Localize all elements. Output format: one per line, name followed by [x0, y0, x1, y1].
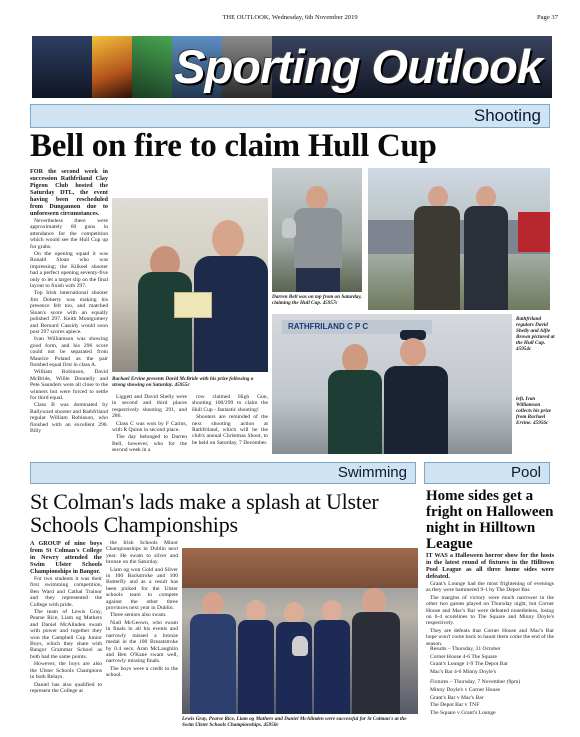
photo-envelope — [174, 292, 212, 318]
swimming-col1-paragraph: However, the boys are also the Ulster Schools Champions in both Relays. — [30, 661, 102, 681]
pool-headline: Home sides get a fright on Halloween night in Hilltown League — [426, 488, 554, 552]
swimming-headline: St Colman's lads make a splash at Ulster Schools Championships — [30, 489, 379, 537]
result-line: Mac's Bar 4-6 Minny Doyle's — [430, 668, 497, 675]
shooting-col2-paragraph: Class C was won by F Cairns, with R Quinn in second place. — [112, 420, 187, 434]
pool-paragraph: The margins of victory were much narrower in the other two games played on Thursday night, but Corner House and Mac's Bar were defeated nonetheless, losing on 6-4 scorelines to The Square and Minny Doyle's respectively. — [426, 594, 554, 627]
shooting-headline: Bell on fire to claim Hull Cup — [30, 128, 437, 164]
club-banner: RATHFRILAND C P C — [282, 320, 432, 334]
swimming-col2-paragraph: Three seniors also swam. — [110, 612, 167, 619]
photo-boy1-face — [246, 600, 266, 622]
pool-paragraph: They are defeats that Corner House and Mac's Bar hope won't come back to haunt them come the end of the season. — [426, 627, 554, 647]
shooting-col1-paragraph: On the opening squad it was Ronald Sloan who was impressing; the Kilkeel shooter had a perfect opening seventy-five only to let a target slip on the final layout to finish with 297. — [30, 251, 108, 290]
fixture-line: Minny Doyle's v Corner House — [430, 686, 500, 693]
caption-ivan-williamson: left, Ivan Williamson collects his prize from Rachael Ervine. 45956c — [516, 396, 552, 426]
photo-darren-face — [306, 186, 328, 210]
photo-man1-body — [414, 206, 460, 310]
photo-man4-face — [362, 588, 386, 614]
masthead-photo-strip-2 — [92, 36, 132, 98]
section-bar-swimming — [30, 462, 416, 484]
swimming-col1-paragraph: Daniel has also qualified to represent the College at — [30, 681, 102, 694]
shooting-col1-paragraph: Ivan Williamson was showing good form, and his 296 score could not be separated from Maurice Poland as the pair finished equal first in class A. — [30, 336, 108, 368]
photo-woman-body — [138, 272, 192, 372]
folio-page-number: Page 37 — [536, 14, 558, 21]
photo-man3-body — [384, 366, 448, 454]
masthead-banner — [32, 36, 552, 98]
photo-woman2-body — [328, 370, 382, 454]
photo-darren-hoodie — [294, 208, 342, 268]
result-line: Corner House 4-6 The Square — [430, 653, 498, 660]
swimming-col2-paragraph: The boys were a credit to the school. — [106, 665, 178, 679]
photo-darren-bell — [272, 168, 362, 292]
caption-shelly-brown: Rathfriland regulars David Shelly and Alfie Brown pictured at the Hull Cup. 45954c — [516, 316, 555, 352]
shooting-col1-lead: FOR the second week in succession Rathfriland Clay Pigeon Club hosted the Saturday DTL, the event having been rescheduled from Dungannon due to unforeseen circumstances. — [30, 168, 108, 217]
shooting-col3-paragraph: Shooters are reminded of the next shooting action at Rathfriland, which will be the club's annual Christmas Shoot, to be held on Saturday, 7 December. — [192, 414, 268, 446]
swimming-col2-paragraph: Niall McGeown, who swam in finals in all his events and narrowly missed a bronze medal in the 100 Breaststroke by 0.4 secs. Aran McLaughlin and Ben O'Kane swam well, narrowly missing finals. — [106, 619, 178, 665]
shooting-col2-paragraph: The day belonged to Darren Bell, however, who for the second week in a — [112, 434, 187, 454]
photo-man1-face — [428, 186, 448, 208]
results-title: Results – Thursday, 31 October — [430, 646, 501, 652]
photo-brick-building — [182, 548, 418, 588]
caption-main-photo: Rachael Ervine presents David McBride with his prize following a strong showing on Saturday. 45955c — [112, 376, 254, 388]
photo-darren-trousers — [296, 268, 340, 292]
pool-paragraph: Grant's Lounge had the most frightening of evenings as they were hammered 9-1 by The Depot Bar. — [426, 581, 554, 594]
photo-teacher-body — [190, 614, 236, 714]
photo-prize-presentation — [112, 198, 268, 372]
shooting-col1-paragraph: Class B was dominated by Ballyward shooter and Rathfriland regular William Robinson, who finished with an excellent 296. Billy — [30, 402, 108, 434]
swimming-col1-paragraph: The team of Lewis Gray, Pearse Rice, Liam og Mathers and Daniel McAlinden swam with power and together they won the Campbell Cup Junior Boys, which they share with Bangor Grammar School as both had the same points. — [30, 609, 102, 660]
photo-boy3-body — [314, 620, 350, 714]
masthead-title: Sporting Outlook — [174, 40, 542, 93]
masthead-photo-strip-1 — [32, 36, 92, 98]
photo-red-car — [518, 212, 550, 252]
caption-swim-team: Lewis Gray, Pearse Rice, Liam og Mathers and Daniel McAlinden were successful for St Colman's at the Swim Ulster Schools Championships. 45950c — [182, 716, 407, 728]
page-folio — [22, 14, 558, 26]
section-label-swimming: Swimming — [337, 464, 407, 481]
photo-boy2-face — [284, 602, 304, 624]
swimming-col1-paragraph: For two students it was their first swimming competition, Ben Ward and Cathal Trainor and they represented the College with pride. — [30, 576, 102, 608]
section-bar-pool — [424, 462, 550, 484]
photo-ivan-williamson — [272, 314, 512, 454]
section-bar-shooting — [30, 104, 550, 128]
photo-shelly-brown — [368, 168, 550, 310]
swimming-column-2 — [106, 540, 178, 680]
shooting-col3-paragraph: row claimed High Gun, shooting 100/299 to claim the Hull Cup - fantastic shooting! — [192, 394, 268, 413]
shooting-column-1 — [30, 168, 108, 435]
fixtures-title: Fixtures – Thursday, 7 November (9pm) — [430, 679, 521, 686]
fixture-line: Grant's Bar v Mac's Bar — [430, 694, 484, 701]
photo-man3-face — [400, 338, 426, 366]
fixture-line: The Square v Grant's Lounge — [430, 709, 496, 716]
photo-man2-face — [476, 186, 496, 208]
trophy-cup-icon — [282, 218, 296, 238]
swimming-column-1 — [30, 540, 102, 695]
swimming-col2-paragraph: Liam og won Gold and Silver in 100 Backstroke and 100 Butterfly and as a result has been picked for the Ulster schools team to compete against the other three provinces next year in Dublin. — [106, 566, 178, 612]
shooting-col1-paragraph: Top Irish international shooter Jim Doherty was making his presence felt too, and matched Sloan's score with an equally polished 297. Keith Montgomery and Bernard Cassidy would soon post 297 scores apiece. — [30, 290, 108, 335]
photo-teacher-face — [202, 592, 224, 616]
photo-man4-body — [352, 612, 400, 714]
pool-lead: IT WAS a Halloween horror show for the hosts in the latest round of fixtures in the Hilltown Pool League as all three home sides were defeated. — [426, 552, 554, 580]
pool-results — [426, 646, 554, 717]
photo-man-face — [212, 220, 244, 258]
photo-swim-team — [182, 548, 418, 714]
section-label-shooting: Shooting — [473, 106, 541, 125]
folio-date: THE OUTLOOK, Wednesday, 6th November 2019 — [222, 14, 358, 21]
photo-boy1-body — [238, 620, 274, 714]
shooting-column-2 — [112, 394, 187, 455]
trophy-cup-icon — [292, 636, 308, 656]
result-line: Grant's Lounge 1-9 The Depot Bar — [430, 661, 508, 668]
shooting-col2-paragraph: Liggett and David Shelly were in second and third places respectively shooting 291, and 286. — [112, 394, 187, 420]
photo-boy2-body — [276, 622, 312, 714]
pool-article — [426, 552, 554, 648]
photo-man2-body — [464, 206, 508, 310]
section-label-pool: Pool — [510, 464, 541, 481]
photo-boy3-face — [322, 600, 342, 622]
swimming-col1-lead: A GROUP of nine boys from St Colman's College in Newry attended the Swim Ulster Schools Championships in Bangor. — [30, 540, 102, 575]
shooting-column-3 — [192, 394, 268, 447]
swimming-col2-paragraph: the Irish Schools Minor Championships in Dublin next year. He swam to silver and bronze on the Saturday. — [106, 540, 178, 566]
shooting-col1-paragraph: Nevertheless there were approximately 60 guns in attendance for the competition which would see the Hull Cup up for grabs. — [30, 218, 108, 250]
shooting-col1-paragraph: William Robinson, David McBride, Willie Donnelly and Pete Saunders were all close to the winners but were forced to settle for third equal. — [30, 369, 108, 401]
masthead-photo-strip-3 — [132, 36, 172, 98]
fixture-line: The Depot Bar v TNF — [430, 702, 480, 709]
caption-darren-bell: Darren Bell was on top from on Saturday, claiming the Hull Cup. 45957c — [272, 294, 362, 306]
